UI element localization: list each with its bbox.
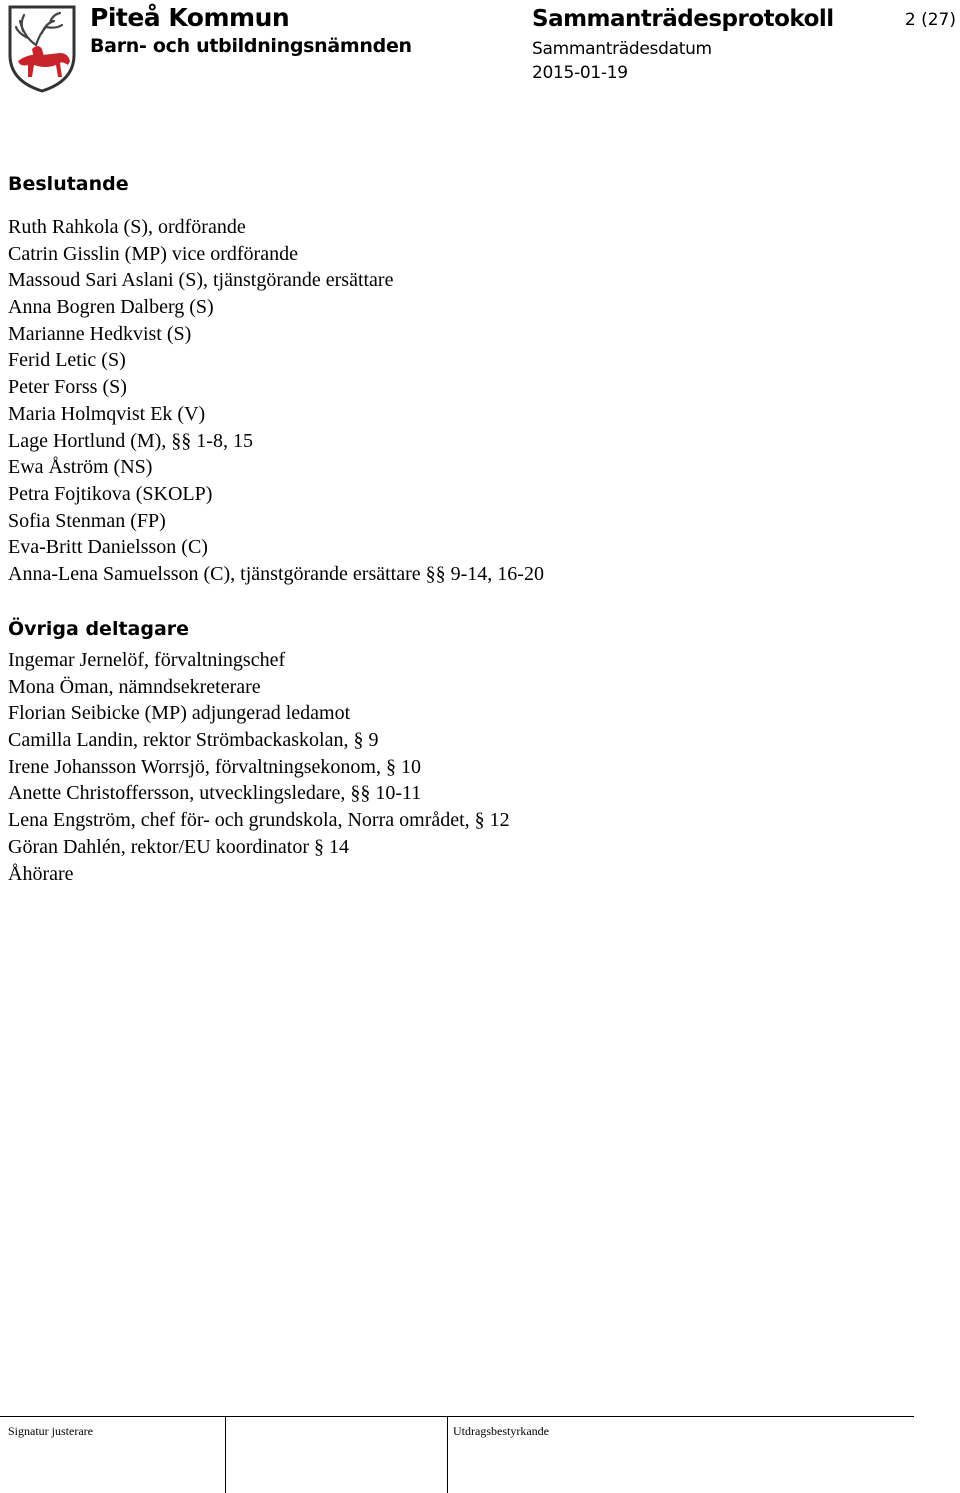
page-number: 2 (27): [904, 10, 956, 30]
signature-label: Signatur justerare: [8, 1424, 93, 1438]
page-header: [0, 0, 960, 100]
list-item: Florian Seibicke (MP) adjungerad ledamot: [8, 702, 351, 725]
list-item: Lage Hortlund (M), §§ 1-8, 15: [8, 429, 253, 452]
organization-name: Piteå Kommun: [90, 3, 290, 32]
list-item: Peter Forss (S): [8, 376, 127, 399]
footer-divider: [447, 1417, 448, 1493]
ovriga-deltagare-heading: Övriga deltagare: [8, 618, 190, 640]
list-item: Anna Bogren Dalberg (S): [8, 296, 214, 319]
list-item: Massoud Sari Aslani (S), tjänstgörande ersättare: [8, 269, 394, 292]
list-item: Åhörare: [8, 862, 74, 885]
signature-footer: [0, 1416, 914, 1493]
list-item: Marianne Hedkvist (S): [8, 322, 192, 345]
extract-certification-label: Utdragsbestyrkande: [453, 1424, 549, 1438]
list-item: Ewa Åström (NS): [8, 456, 153, 479]
department-name: Barn- och utbildningsnämnden: [90, 35, 412, 57]
list-item: Eva-Britt Danielsson (C): [8, 536, 208, 559]
meeting-date-label: Sammanträdesdatum: [532, 39, 712, 59]
beslutande-list: [8, 214, 544, 588]
list-item: Irene Johansson Worrsjö, förvaltningsekonom, § 10: [8, 755, 421, 778]
list-item: Ferid Letic (S): [8, 349, 126, 372]
document-title: Sammanträdesprotokoll: [532, 6, 834, 32]
list-item: Göran Dahlén, rektor/EU koordinator § 14: [8, 835, 350, 858]
list-item: Mona Öman, nämndsekreterare: [8, 675, 261, 698]
list-item: Anette Christoffersson, utvecklingsledare, §§ 10-11: [8, 782, 422, 805]
list-item: Ruth Rahkola (S), ordförande: [8, 216, 246, 238]
list-item: Petra Fojtikova (SKOLP): [8, 482, 213, 505]
ovriga-deltagare-list: [8, 647, 510, 887]
beslutande-heading: Beslutande: [8, 173, 129, 195]
footer-divider: [225, 1417, 226, 1493]
list-item: Maria Holmqvist Ek (V): [8, 402, 206, 425]
list-item: Ingemar Jernelöf, förvaltningschef: [8, 649, 286, 671]
list-item: Anna-Lena Samuelsson (C), tjänstgörande ersättare §§ 9-14, 16-20: [8, 562, 544, 585]
list-item: Catrin Gisslin (MP) vice ordförande: [8, 242, 298, 265]
list-item: Lena Engström, chef för- och grundskola, Norra området, § 12: [8, 809, 510, 832]
meeting-date-value: 2015-01-19: [532, 63, 628, 83]
list-item: Camilla Landin, rektor Strömbackaskolan, § 9: [8, 729, 379, 752]
reindeer-coat-of-arms-icon: [6, 3, 78, 93]
list-item: Sofia Stenman (FP): [8, 509, 166, 532]
